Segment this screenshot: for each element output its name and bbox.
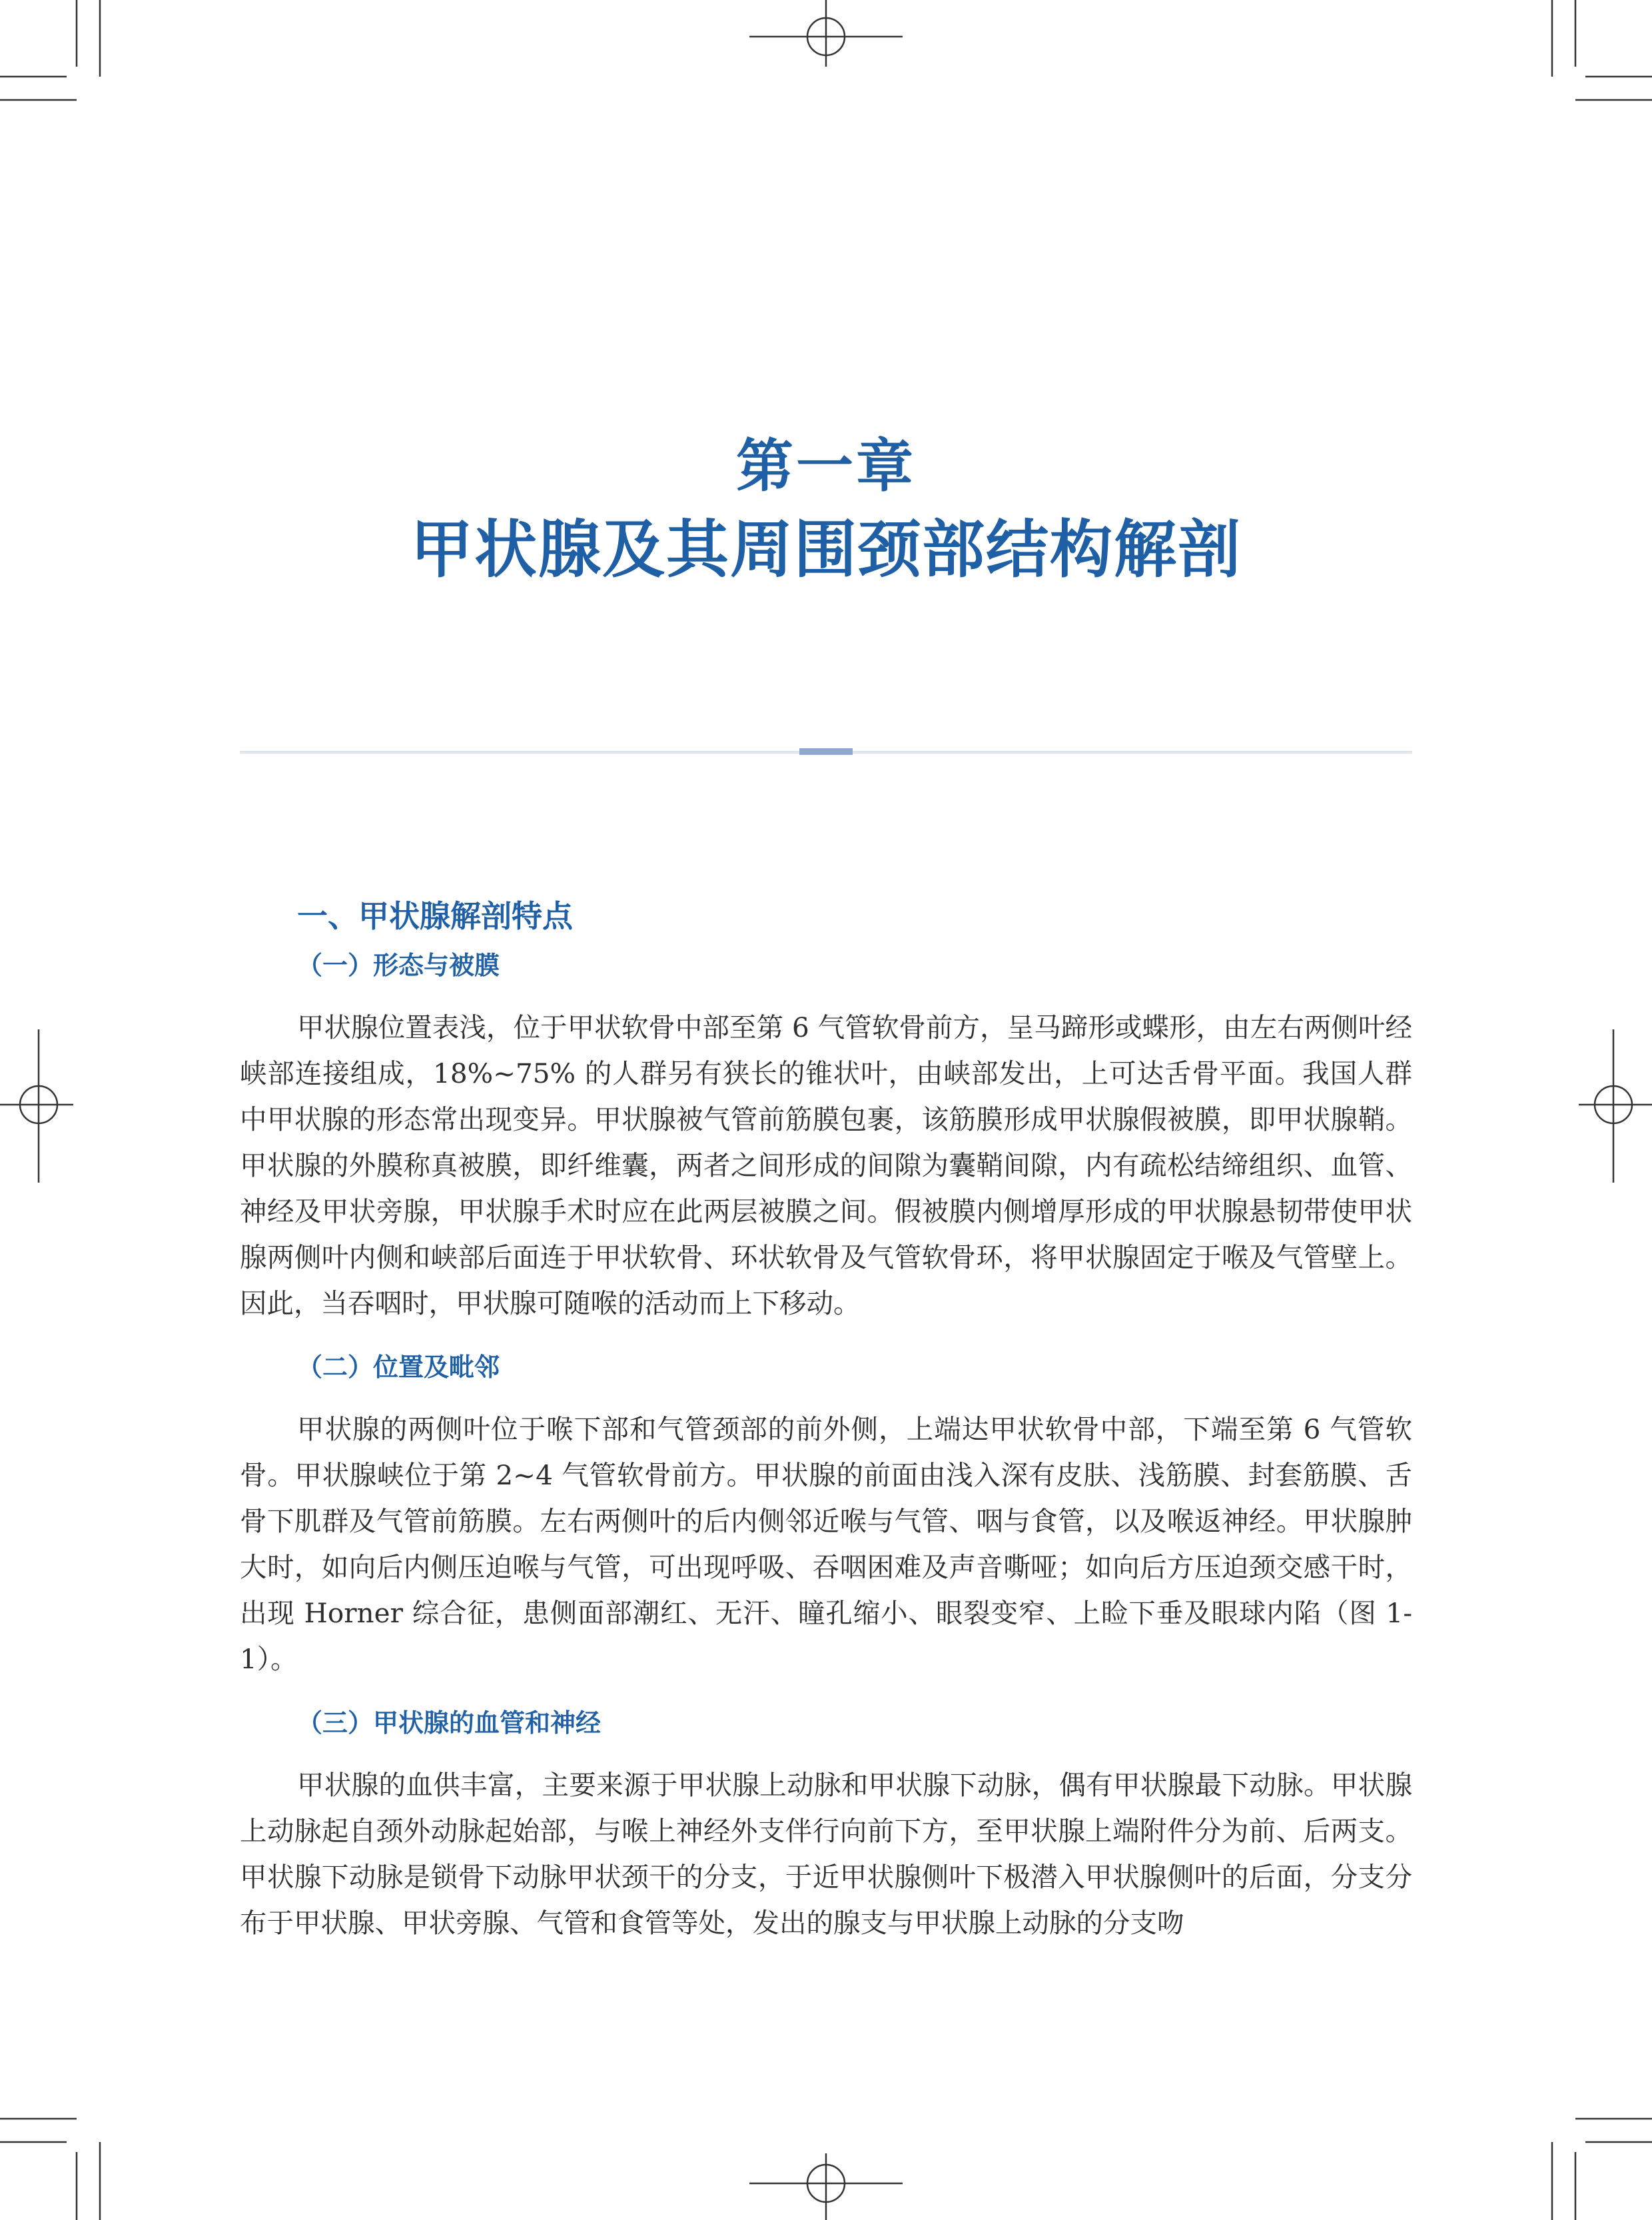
paragraph-position: 甲状腺的两侧叶位于喉下部和气管颈部的前外侧，上端达甲状软骨中部，下端至第 6 气管软骨。甲状腺峡位于第 2~4 气管软骨前方。甲状腺的前面由浅入深有皮肤、浅筋膜、封套筋膜、舌骨下肌群及气管前筋膜。左右两侧叶的后内侧邻近喉与气管、咽与食管，以及喉返神经。甲状腺肿大时，如向后内侧压迫喉与气管，可出现呼吸、吞咽困难及声音嘶哑；如向后方压迫颈交感干时，出现 Horner 综合征，患侧面部潮红、无汗、瞳孔缩小、眼裂变窄、上睑下垂及眼球内陷（图 1-1）。: [240, 1413, 1412, 1675]
registration-mark-left: [0, 1029, 73, 1183]
registration-mark-bottom: [749, 2153, 903, 2220]
registration-mark-top: [749, 0, 903, 67]
crop-mark-bottom-left: [0, 2119, 100, 2220]
chapter-number: 第一章: [736, 432, 916, 500]
subsection-heading-vessels-nerves: （三）甲状腺的血管和神经: [297, 1708, 602, 1738]
chapter-body: [240, 893, 1412, 1965]
paragraph-vessels-nerves: 甲状腺的血供丰富，主要来源于甲状腺上动脉和甲状腺下动脉，偶有甲状腺最下动脉。甲状腺上动脉起自颈外动脉起始部，与喉上神经外支伴行向前下方，至甲状腺上端附件分为前、后两支。甲状腺下动脉是锁骨下动脉甲状颈干的分支，于近甲状腺侧叶下极潜入甲状腺侧叶的后面，分支分布于甲状腺、甲状旁腺、气管和食管等处，发出的腺支与甲状腺上动脉的分支吻: [240, 1769, 1412, 1939]
registration-mark-right: [1579, 1029, 1652, 1183]
chapter-heading: [0, 426, 1652, 593]
crop-mark-top-left: [0, 0, 100, 100]
subsection-heading-morphology: （一）形态与被膜: [297, 951, 500, 980]
subsection-heading-position: （二）位置及毗邻: [297, 1353, 500, 1382]
crop-mark-bottom-right: [1552, 2119, 1652, 2220]
paragraph-morphology: 甲状腺位置表浅，位于甲状软骨中部至第 6 气管软骨前方，呈马蹄形或蝶形，由左右两侧叶经峡部连接组成，18%~75% 的人群另有狭长的锥状叶，由峡部发出，上可达舌骨平面。我国人群中甲状腺的形态常出现变异。甲状腺被气管前筋膜包裹，该筋膜形成甲状腺假被膜，即甲状腺鞘。甲状腺的外膜称真被膜，即纤维囊，两者之间形成的间隙为囊鞘间隙，内有疏松结缔组织、血管、神经及甲状旁腺，甲状腺手术时应在此两层被膜之间。假被膜内侧增厚形成的甲状腺悬韧带使甲状腺两侧叶内侧和峡部后面连于甲状软骨、环状软骨及气管软骨环，将甲状腺固定于喉及气管壁上。因此，当吞咽时，甲状腺可随喉的活动而上下移动。: [240, 1011, 1412, 1319]
crop-mark-top-right: [1552, 0, 1652, 100]
chapter-title: 甲状腺及其周围颈部结构解剖: [410, 513, 1242, 586]
section-heading: 一、甲状腺解剖特点: [297, 898, 573, 934]
chapter-divider-accent: [799, 748, 853, 755]
